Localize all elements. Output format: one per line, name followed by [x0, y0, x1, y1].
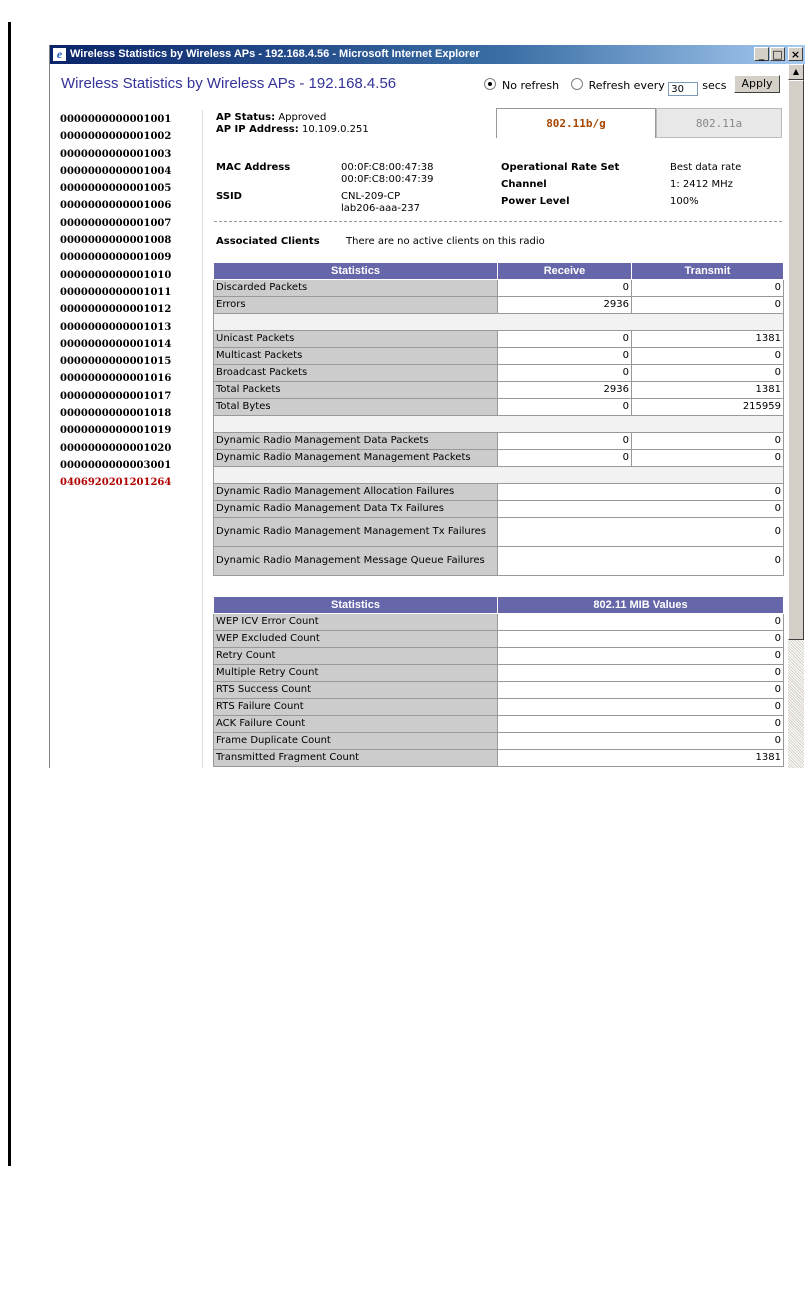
scroll-track[interactable]: [788, 640, 804, 768]
table-row: [214, 716, 784, 733]
channel-label: Channel: [501, 179, 547, 190]
ap-list-item[interactable]: 0000000000001005: [60, 183, 172, 195]
apply-button[interactable]: Apply: [734, 75, 780, 93]
mib-values-table: [213, 596, 784, 767]
table-row: [214, 382, 784, 399]
transmit-value: 0: [632, 365, 784, 382]
receive-value: 0: [498, 348, 632, 365]
ap-list-item[interactable]: 0000000000001003: [60, 148, 172, 160]
table-row: [214, 665, 784, 682]
mac-address-value-2: 00:0F:C8:00:47:39: [341, 174, 434, 185]
ap-list-item[interactable]: 0000000000001008: [60, 235, 172, 247]
spacer-cell: [214, 416, 784, 433]
ap-list-item[interactable]: 0000000000001020: [60, 442, 172, 454]
mib-statistic-name: Frame Duplicate Count: [214, 733, 498, 750]
statistic-name: Dynamic Radio Management Data Packets: [214, 433, 498, 450]
ap-list-item[interactable]: 0000000000001004: [60, 165, 172, 177]
mib-statistic-name: Retry Count: [214, 648, 498, 665]
refresh-seconds-input[interactable]: 30: [668, 82, 698, 96]
page-margin-bar: [8, 22, 11, 1166]
statistic-name: Total Bytes: [214, 399, 498, 416]
window-titlebar[interactable]: [50, 45, 805, 64]
transmit-column-header: Transmit: [632, 263, 784, 280]
ap-list-item[interactable]: 0000000000001009: [60, 252, 172, 264]
ap-status-value: Approved: [278, 112, 327, 123]
mib-value: 0: [498, 716, 784, 733]
operational-rate-label: Operational Rate Set: [501, 162, 620, 173]
table-row: [214, 331, 784, 348]
table-row: [214, 699, 784, 716]
mib-value: 0: [498, 682, 784, 699]
ap-list-item[interactable]: 0000000000003001: [60, 459, 172, 471]
maximize-button[interactable]: □: [770, 47, 785, 61]
mib-statistic-name: Multiple Retry Count: [214, 665, 498, 682]
ap-list-item[interactable]: 0406920201201264: [60, 477, 172, 489]
table-spacer-row: [214, 467, 784, 484]
mib-statistic-name: Transmitted Fragment Count: [214, 750, 498, 767]
vertical-scrollbar[interactable]: [788, 64, 804, 768]
receive-value: 2936: [498, 382, 632, 399]
ap-list-item[interactable]: 0000000000001015: [60, 356, 172, 368]
statistics-column-header: Statistics: [214, 597, 498, 614]
mib-statistic-name: WEP Excluded Count: [214, 631, 498, 648]
mib-values-column-header: 802.11 MIB Values: [498, 597, 784, 614]
table-row: [214, 450, 784, 467]
power-level-value: 100%: [670, 196, 699, 207]
table-row: [214, 280, 784, 297]
ap-list-item[interactable]: 0000000000001006: [60, 200, 172, 212]
refresh-controls: [484, 78, 727, 96]
table-header-row: [214, 597, 784, 614]
receive-column-header: Receive: [498, 263, 632, 280]
statistic-name: Dynamic Radio Management Management Packets: [214, 450, 498, 467]
statistic-value: 0: [498, 518, 784, 547]
ap-ip-value: 10.109.0.251: [301, 124, 369, 135]
transmit-value: 1381: [632, 331, 784, 348]
spacer-cell: [214, 467, 784, 484]
transmit-value: 0: [632, 280, 784, 297]
statistic-name: Dynamic Radio Management Allocation Failures: [214, 484, 498, 501]
receive-value: 0: [498, 399, 632, 416]
operational-rate-value: Best data rate: [670, 162, 742, 173]
table-spacer-row: [214, 416, 784, 433]
internet-explorer-icon: e: [53, 48, 66, 61]
ap-list-item[interactable]: 0000000000001007: [60, 217, 172, 229]
ap-list-item[interactable]: 0000000000001011: [60, 286, 172, 298]
table-row: [214, 631, 784, 648]
table-row: [214, 648, 784, 665]
associated-clients-label: Associated Clients: [216, 236, 320, 247]
receive-value: 0: [498, 365, 632, 382]
mib-value: 0: [498, 648, 784, 665]
ap-list-item[interactable]: 0000000000001001: [60, 114, 172, 125]
statistic-name: Errors: [214, 297, 498, 314]
transmit-value: 0: [632, 297, 784, 314]
ap-list-item[interactable]: 0000000000001010: [60, 269, 172, 281]
ap-list: [60, 111, 200, 492]
table-row: [214, 399, 784, 416]
table-row: [214, 733, 784, 750]
page-content: [50, 64, 788, 768]
spacer-cell: [214, 314, 784, 331]
receive-value: 0: [498, 331, 632, 348]
table-row: [214, 614, 784, 631]
browser-window: [49, 45, 805, 768]
statistic-name: Broadcast Packets: [214, 365, 498, 382]
no-refresh-radio[interactable]: [484, 78, 496, 90]
ap-status-info: AP Status: Approved AP IP Address: 10.109.0.251: [216, 112, 369, 135]
tab-802-11a[interactable]: 802.11a: [656, 108, 782, 138]
window-title: Wireless Statistics by Wireless APs - 192.168.4.56 - Microsoft Internet Explorer: [70, 48, 480, 60]
table-header-row: [214, 263, 784, 280]
statistic-name: Total Packets: [214, 382, 498, 399]
transmit-value: 215959: [632, 399, 784, 416]
transmit-value: 0: [632, 450, 784, 467]
ssid-label: SSID: [216, 191, 242, 202]
ap-list-item[interactable]: 0000000000001002: [60, 131, 172, 143]
associated-clients-value: There are no active clients on this radio: [346, 236, 545, 247]
divider: [202, 110, 203, 768]
transmit-value: 1381: [632, 382, 784, 399]
mac-address-label: MAC Address: [216, 162, 291, 173]
table-row: [214, 518, 784, 547]
table-row: [214, 547, 784, 576]
mib-value: 0: [498, 699, 784, 716]
table-row: [214, 484, 784, 501]
ssid-value-1: CNL-209-CP: [341, 191, 401, 202]
ssid-value-2: lab206-aaa-237: [341, 203, 421, 214]
channel-value: 1: 2412 MHz: [670, 179, 733, 190]
table-row: [214, 348, 784, 365]
statistic-name: Multicast Packets: [214, 348, 498, 365]
mib-statistic-name: RTS Success Count: [214, 682, 498, 699]
ap-status-label: AP Status: [216, 112, 272, 123]
mib-value: 0: [498, 665, 784, 682]
mib-value: 0: [498, 614, 784, 631]
page-title: Wireless Statistics by Wireless APs - 192.168.4.56: [61, 75, 397, 92]
ap-list-item[interactable]: 0000000000001017: [60, 390, 172, 402]
mib-value: 0: [498, 733, 784, 750]
statistic-value: 0: [498, 484, 784, 501]
statistic-name: Dynamic Radio Management Message Queue Failures: [214, 547, 498, 576]
table-row: [214, 297, 784, 314]
statistic-name: Dynamic Radio Management Data Tx Failures: [214, 501, 498, 518]
ap-list-item[interactable]: 0000000000001019: [60, 425, 172, 437]
mib-statistic-name: WEP ICV Error Count: [214, 614, 498, 631]
power-level-label: Power Level: [501, 196, 570, 207]
table-row: [214, 365, 784, 382]
refresh-every-radio[interactable]: [571, 78, 583, 90]
radio-statistics-table: [213, 262, 784, 576]
tab-802-11bg[interactable]: 802.11b/g: [496, 108, 656, 138]
statistic-name: Unicast Packets: [214, 331, 498, 348]
transmit-value: 0: [632, 348, 784, 365]
ap-ip-label: AP IP Address: [216, 124, 295, 135]
no-refresh-label: No refresh: [502, 79, 560, 92]
statistic-value: 0: [498, 547, 784, 576]
mib-value: 1381: [498, 750, 784, 767]
mib-statistic-name: ACK Failure Count: [214, 716, 498, 733]
receive-value: 0: [498, 280, 632, 297]
mac-address-value-1: 00:0F:C8:00:47:38: [341, 162, 434, 173]
table-row: [214, 750, 784, 767]
ap-list-item[interactable]: 0000000000001012: [60, 304, 172, 316]
receive-value: 2936: [498, 297, 632, 314]
secs-label: secs: [702, 79, 727, 92]
close-button[interactable]: ×: [788, 47, 803, 61]
ap-list-item[interactable]: 0000000000001013: [60, 321, 172, 333]
receive-value: 0: [498, 450, 632, 467]
minimize-button[interactable]: _: [754, 47, 769, 61]
scroll-up-icon[interactable]: ▲: [788, 64, 804, 80]
refresh-every-label: Refresh every: [588, 79, 665, 92]
table-row: [214, 433, 784, 450]
table-row: [214, 501, 784, 518]
ap-list-item[interactable]: 0000000000001016: [60, 373, 172, 385]
mib-statistic-name: RTS Failure Count: [214, 699, 498, 716]
statistics-column-header: Statistics: [214, 263, 498, 280]
statistic-name: Dynamic Radio Management Management Tx Failures: [214, 518, 498, 547]
table-row: [214, 682, 784, 699]
scroll-thumb[interactable]: [788, 80, 804, 640]
mib-value: 0: [498, 631, 784, 648]
transmit-value: 0: [632, 433, 784, 450]
ap-list-item[interactable]: 0000000000001018: [60, 408, 172, 420]
dashed-divider: [214, 221, 782, 222]
ap-list-item[interactable]: 0000000000001014: [60, 338, 172, 350]
statistic-value: 0: [498, 501, 784, 518]
statistic-name: Discarded Packets: [214, 280, 498, 297]
receive-value: 0: [498, 433, 632, 450]
table-spacer-row: [214, 314, 784, 331]
